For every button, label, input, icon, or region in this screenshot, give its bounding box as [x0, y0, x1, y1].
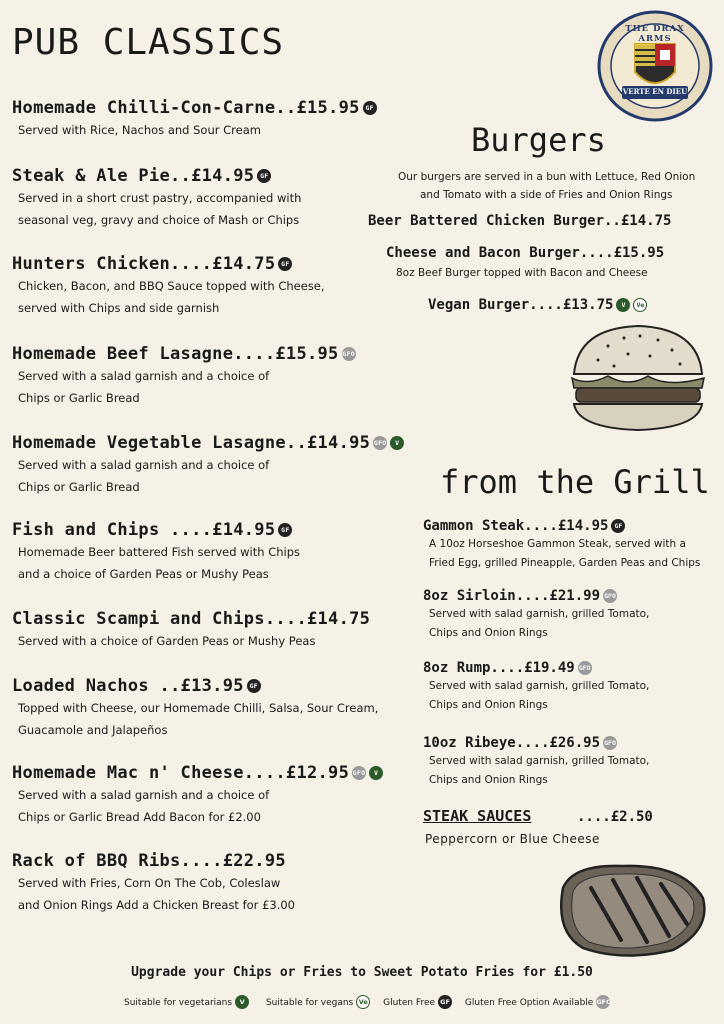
gluten-free-icon: GF [278, 523, 292, 537]
menu-item-description: Served with a salad garnish and a choice of [18, 369, 270, 383]
menu-item-description: Served with salad garnish, grilled Tomato, [429, 755, 650, 767]
menu-item-label: Beer Battered Chicken Burger..£14.75 [368, 213, 672, 229]
gluten-free-option-icon: GFO [603, 736, 617, 750]
menu-item-description: Chips and Onion Rings [429, 699, 548, 711]
menu-item-name [423, 660, 592, 676]
menu-item-description: and Onion Rings Add a Chicken Breast for £3.00 [18, 898, 295, 912]
gluten-free-icon: GF [611, 519, 625, 533]
menu-item-name [423, 518, 625, 534]
menu-item-label: Gammon Steak....£14.95 [423, 518, 609, 534]
menu-item-name [428, 297, 647, 313]
menu-item-name [12, 520, 292, 540]
logo-ribbon-text: VERTE EN DIEU [622, 87, 688, 96]
menu-item-name [12, 344, 356, 364]
steak-sauces-price: ....£2.50 [577, 809, 653, 825]
burger-icon [568, 322, 708, 434]
gluten-free-icon: GF [247, 679, 261, 693]
menu-item-label: Classic Scampi and Chips....£14.75 [12, 609, 371, 629]
burgers-intro-line-2: and Tomato with a side of Fries and Onion Rings [420, 189, 673, 201]
upgrade-note: Upgrade your Chips or Fries to Sweet Potato Fries for £1.50 [131, 965, 593, 980]
gluten-free-option-icon: GFO [596, 995, 610, 1009]
menu-item-label: Vegan Burger....£13.75 [428, 297, 614, 313]
menu-item-description: Served in a short crust pastry, accompanied with [18, 191, 302, 205]
menu-item-description: Served with salad garnish, grilled Tomato, [429, 680, 650, 692]
menu-item-description: Served with a salad garnish and a choice of [18, 788, 270, 802]
key-vegetarian: Suitable for vegetarians V [124, 998, 249, 1008]
menu-item-label: Steak & Ale Pie..£14.95 [12, 166, 255, 186]
menu-item-name [12, 166, 271, 186]
menu-item-label: Homemade Chilli-Con-Carne..£15.95 [12, 98, 360, 118]
menu-item-description: Chips or Garlic Bread [18, 480, 140, 494]
menu-item-label: Fish and Chips ....£14.95 [12, 520, 276, 540]
gluten-free-icon: GF [363, 101, 377, 115]
key-gluten-free: Gluten Free GF [383, 998, 452, 1008]
menu-item-label: Hunters Chicken....£14.75 [12, 254, 276, 274]
menu-item-description: served with Chips and side garnish [18, 301, 220, 315]
menu-item-label: Homemade Beef Lasagne....£15.95 [12, 344, 339, 364]
menu-item-description: Chips and Onion Rings [429, 627, 548, 639]
steak-icon [553, 858, 713, 962]
menu-item-description: Chicken, Bacon, and BBQ Sauce topped with Cheese, [18, 279, 325, 293]
pub-logo [596, 10, 714, 122]
menu-item-label: Rack of BBQ Ribs....£22.95 [12, 851, 286, 871]
steak-sauces-desc: Peppercorn or Blue Cheese [425, 832, 600, 846]
menu-item-description: seasonal veg, gravy and choice of Mash or Chips [18, 213, 300, 227]
key-vegan: Suitable for vegans Ve [266, 998, 370, 1008]
menu-item-label: Loaded Nachos ..£13.95 [12, 676, 244, 696]
menu-item-name [12, 851, 286, 871]
menu-item-description: and a choice of Garden Peas or Mushy Peas [18, 567, 269, 581]
menu-item-description: Served with salad garnish, grilled Tomato, [429, 608, 650, 620]
vegetarian-icon: V [616, 298, 630, 312]
menu-item-name [423, 735, 617, 751]
vegetarian-icon: V [369, 766, 383, 780]
vegan-icon: Ve [633, 298, 647, 312]
steak-sauces-label: STEAK SAUCES [423, 807, 532, 825]
gluten-free-option-icon: GFO [373, 436, 387, 450]
menu-item-label: Cheese and Bacon Burger....£15.95 [386, 245, 665, 261]
gluten-free-icon: GF [257, 169, 271, 183]
vegan-icon: Ve [356, 995, 370, 1009]
menu-item-description: Chips or Garlic Bread Add Bacon for £2.00 [18, 810, 261, 824]
steak-sauces-title [423, 807, 531, 825]
menu-item-description: Served with a choice of Garden Peas or Mushy Peas [18, 634, 316, 648]
gluten-free-option-icon: GFO [352, 766, 366, 780]
menu-item-name [12, 609, 370, 629]
steak-illustration [553, 858, 713, 966]
menu-item-description: Topped with Cheese, our Homemade Chilli, Salsa, Sour Cream, [18, 701, 379, 715]
menu-item-name [386, 245, 664, 261]
menu-item-description: Served with a salad garnish and a choice of [18, 458, 270, 472]
burger-illustration [568, 322, 708, 438]
gluten-free-option-icon: GFO [578, 661, 592, 675]
menu-item-description: 8oz Beef Burger topped with Bacon and Cheese [396, 267, 648, 279]
menu-item-label: 8oz Sirloin....£21.99 [423, 588, 601, 604]
burgers-intro-line-1: Our burgers are served in a bun with Lettuce, Red Onion [398, 171, 696, 183]
gluten-free-option-icon: GFO [342, 347, 356, 361]
menu-item-name [12, 98, 377, 118]
menu-item-description: A 10oz Horseshoe Gammon Steak, served with a [429, 538, 686, 550]
logo-ring-text: THE DRAX ARMS [625, 24, 685, 44]
vegetarian-icon: V [235, 995, 249, 1009]
menu-item-label: 10oz Ribeye....£26.95 [423, 735, 601, 751]
menu-item-description: Served with Rice, Nachos and Sour Cream [18, 123, 261, 137]
menu-item-description: Guacamole and Jalapeños [18, 723, 168, 737]
menu-item-name [12, 676, 261, 696]
menu-item-description: Chips or Garlic Bread [18, 391, 140, 405]
menu-item-description: Homemade Beer battered Fish served with Chips [18, 545, 301, 559]
menu-item-description: Fried Egg, grilled Pineapple, Garden Peas and Chips [429, 557, 701, 569]
menu-item-name [368, 213, 671, 229]
pub-classics-title: PUB CLASSICS [12, 22, 285, 63]
menu-item-label: Homemade Vegetable Lasagne..£14.95 [12, 433, 371, 453]
menu-item-name [12, 254, 292, 274]
burgers-title: Burgers [471, 121, 606, 159]
key-gluten-free-option: Gluten Free Option Available GFO [465, 998, 610, 1008]
gluten-free-icon: GF [278, 257, 292, 271]
grill-title: from the Grill [440, 463, 710, 501]
menu-item-label: Homemade Mac n' Cheese....£12.95 [12, 763, 350, 783]
gluten-free-option-icon: GFO [603, 589, 617, 603]
menu-item-description: Served with Fries, Corn On The Cob, Coleslaw [18, 876, 281, 890]
vegetarian-icon: V [390, 436, 404, 450]
dietary-key [124, 995, 610, 1009]
menu-item-name [12, 433, 404, 453]
gluten-free-icon: GF [438, 995, 452, 1009]
menu-item-name [12, 763, 383, 783]
menu-item-label: 8oz Rump....£19.49 [423, 660, 575, 676]
menu-item-name [423, 588, 617, 604]
menu-item-description: Chips and Onion Rings [429, 774, 548, 786]
